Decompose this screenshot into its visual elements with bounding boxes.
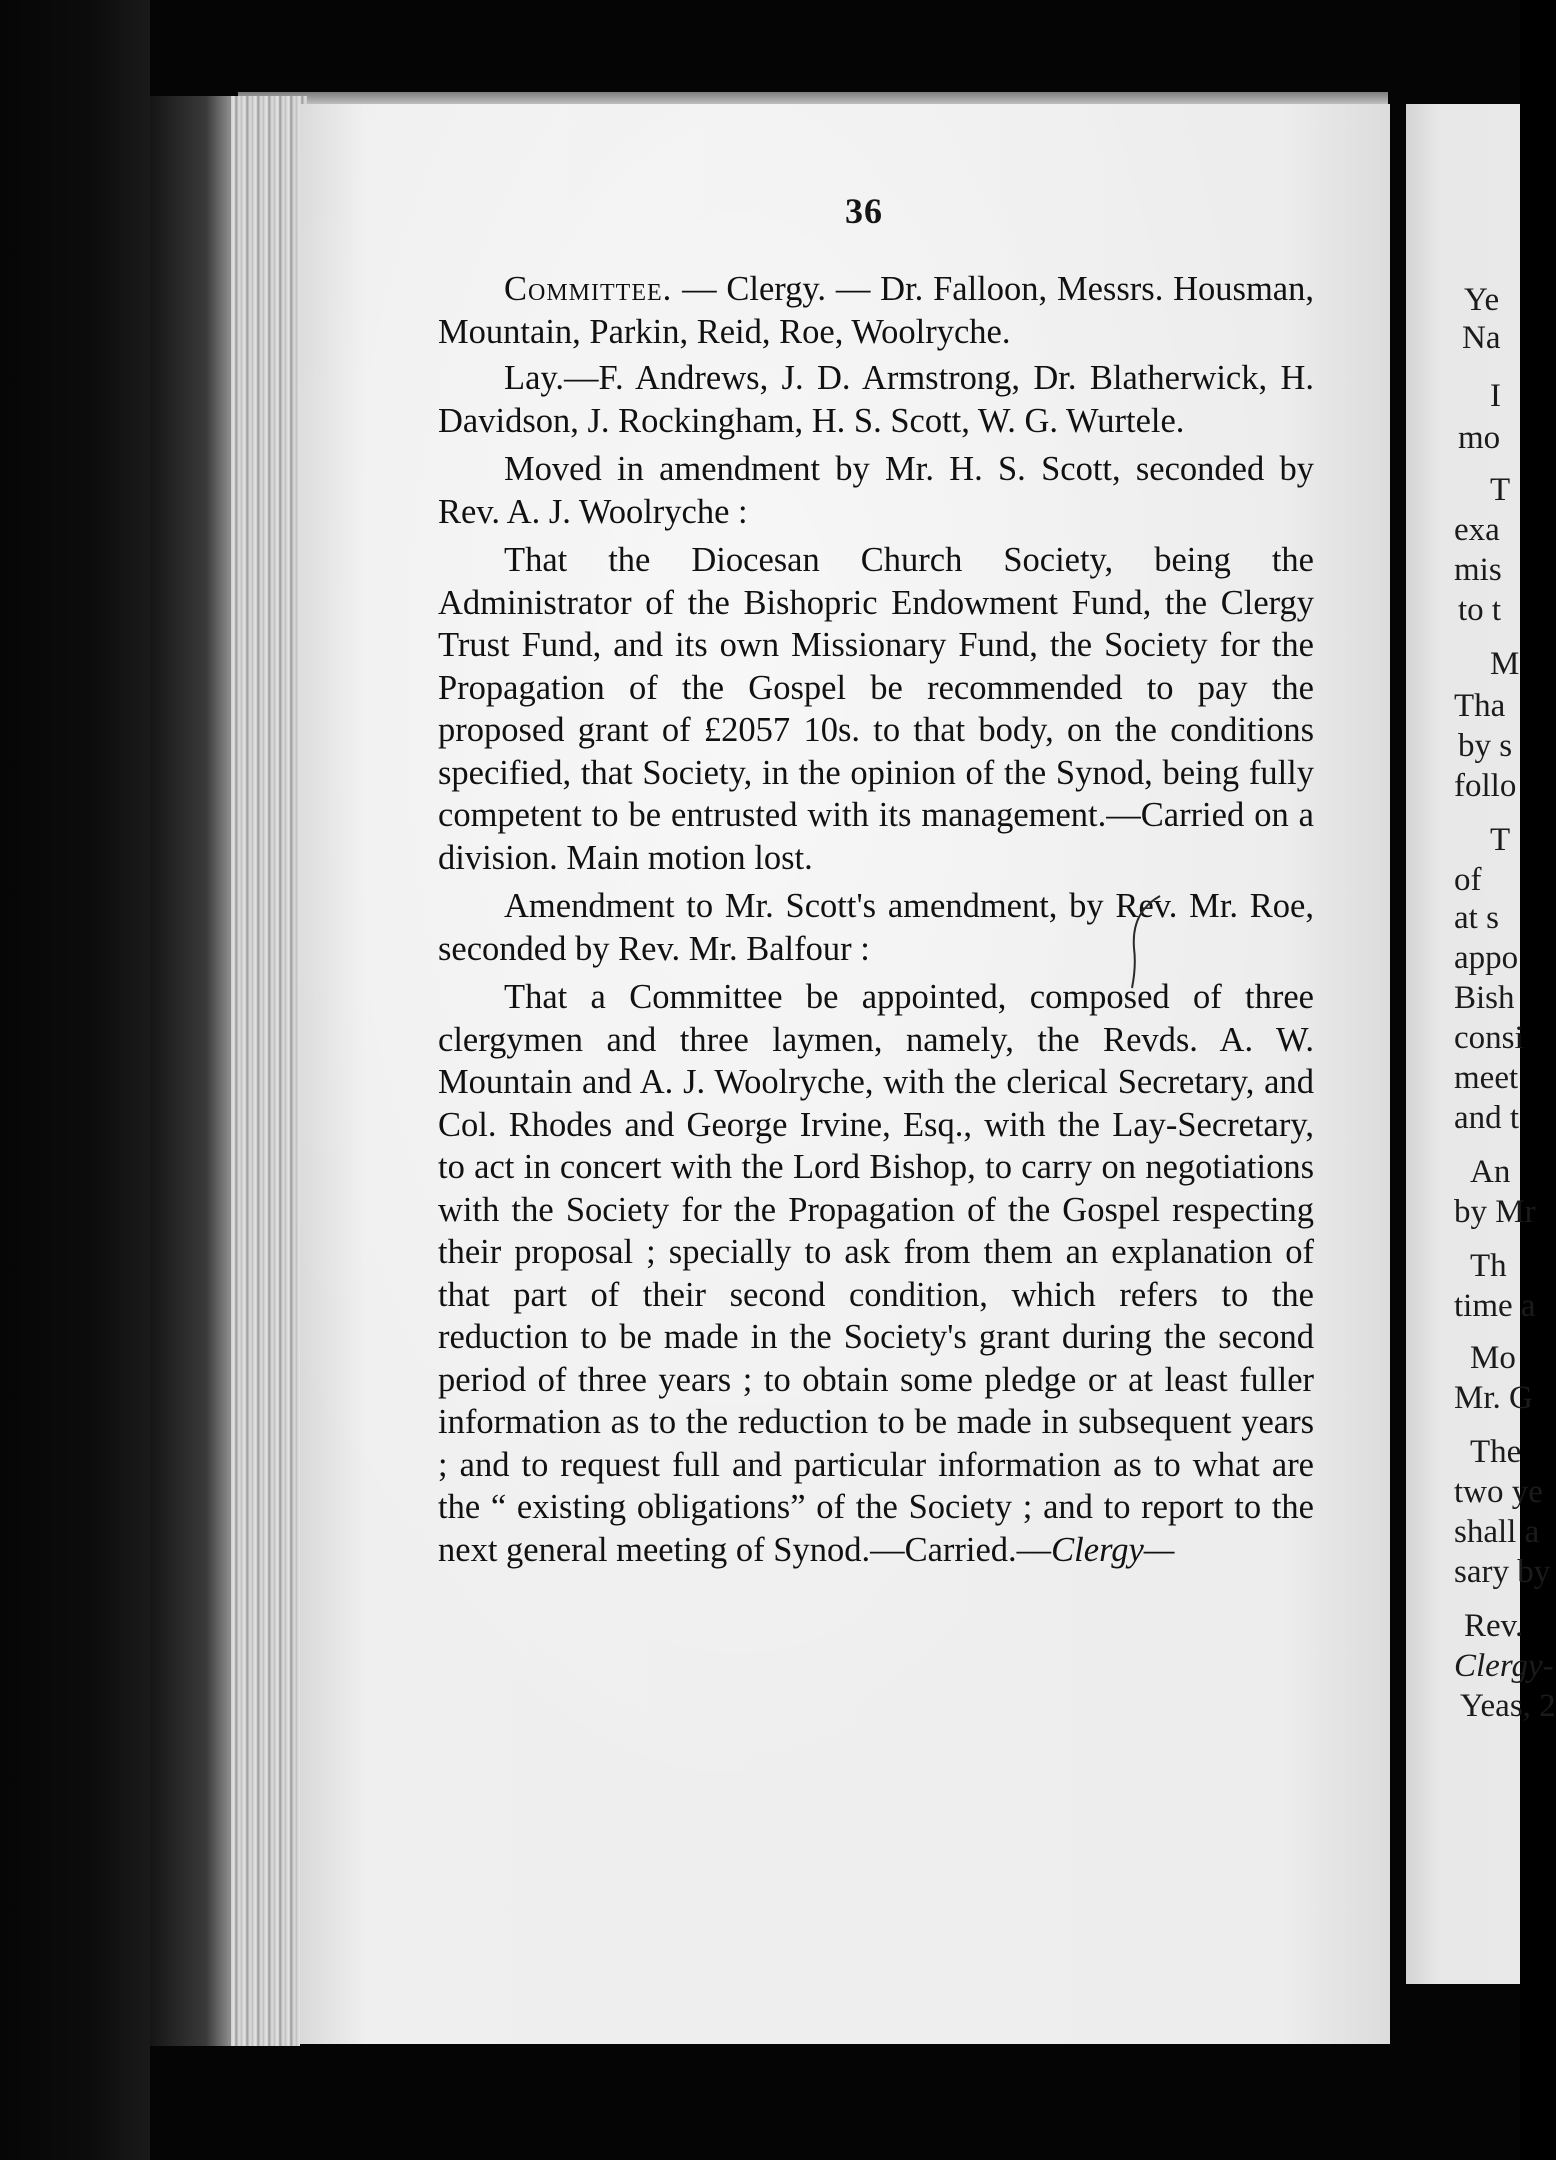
facing-page-fragment: at s (1454, 900, 1499, 936)
second-resolution-text: That a Committee be appointed, composed of three clergymen and three laymen, namely, the Revds. A. W. Mountain and A. J. Woolryche, with the clerical Secretary, and Col. Rhodes and George Irvine, Esq., with the Lay-Secretary, to act in concert with the Lord Bishop, to carry on negotiations with the Society for the Propagation of the Gospel respecting their proposal ; specially to ask from them an explanation of that part of their second condition, which refers to the reduction to be made in the Society's grant during the second period of three years ; to obtain some pledge or at least fuller information as to the reduction to be made in subsequent years ; and to request full and particular information as to what are the “ existing obligations” of the Society ; and to report to the next general meeting of Synod.—Carried.— (438, 978, 1314, 1569)
committee-heading: Committee. (504, 270, 673, 308)
facing-page-fragment: mo (1458, 420, 1501, 456)
facing-page-fragment: appo (1454, 940, 1519, 976)
facing-page-fragment: follo (1454, 768, 1517, 804)
facing-page-fragment: time a (1454, 1288, 1536, 1324)
facing-page-fragment: sary by (1454, 1554, 1551, 1590)
facing-page-fragment: Mr. G (1454, 1380, 1533, 1416)
facing-page-fragment: two ye (1454, 1474, 1543, 1510)
facing-page-fragment: An (1470, 1154, 1511, 1190)
facing-page-fragment: M (1490, 646, 1520, 682)
facing-page-fragment: Yeas, 2 (1460, 1688, 1556, 1724)
second-resolution-tail: Clergy— (1051, 1530, 1175, 1569)
facing-page-fragment: T (1490, 822, 1511, 858)
page-edges-stack (228, 96, 307, 2046)
facing-page-fragment: Na (1462, 320, 1501, 356)
facing-page-fragment: shall a (1454, 1514, 1540, 1550)
facing-page-fragment: of (1454, 862, 1482, 898)
facing-page-fragment: Tha (1454, 688, 1506, 724)
facing-page-fragment: mis (1454, 552, 1502, 588)
facing-page-fragment: The (1470, 1434, 1522, 1470)
facing-page-fragment: Mo (1470, 1340, 1516, 1376)
facing-page-fragment: exa (1454, 512, 1500, 548)
committee-members: — Clergy. — Dr. Falloon, Messrs. Housman, Mountain, Parkin, Reid, Roe, Woolryche. (438, 270, 1314, 351)
committee-paragraph (438, 268, 1314, 353)
facing-page-fragment: consi (1454, 1020, 1524, 1056)
moved-paragraph: Moved in amendment by Mr. H. S. Scott, seconded by Rev. A. J. Woolryche : (438, 450, 1314, 531)
facing-page-fragment: Clergy- (1454, 1648, 1554, 1684)
facing-page-fragment: T (1490, 472, 1511, 508)
facing-page-fragment: Ye (1464, 282, 1500, 318)
pencil-mark (1112, 892, 1172, 992)
facing-page-fragment: by Mr (1454, 1194, 1536, 1230)
facing-page-fragment: Th (1470, 1248, 1507, 1284)
book-binding (150, 96, 230, 2046)
facing-page-fragment: to t (1458, 592, 1502, 628)
facing-page-fragment: and t (1454, 1100, 1520, 1136)
amendment-paragraph: Amendment to Mr. Scott's amendment, by Rev. Mr. Roe, seconded by Rev. Mr. Balfour : (438, 887, 1314, 968)
page-body-text (438, 268, 1314, 1577)
scan-border-bottom (300, 2044, 1520, 2160)
page-fold (1392, 104, 1406, 2004)
scan-border-left (0, 0, 150, 2160)
first-resolution-paragraph: That the Diocesan Church Society, being the Administrator of the Bishopric Endowment Fund, the Clergy Trust Fund, and its own Missionary Fund, the Society for the Propagation of the Gospel be recommended to pay the proposed grant of £2057 10s. to that body, on the conditions specified, that Society, in the opinion of the Synod, being fully competent to be entrusted with its management.—Carried on a division. Main motion lost. (438, 541, 1314, 877)
facing-page-fragment: Bish (1454, 980, 1515, 1016)
lay-paragraph: Lay.—F. Andrews, J. D. Armstrong, Dr. Blatherwick, H. Davidson, J. Rockingham, H. S. Scott, W. G. Wurtele. (438, 359, 1314, 440)
page-number: 36 (845, 191, 883, 231)
facing-page-fragment: I (1490, 378, 1501, 414)
facing-page-fragment: by s (1458, 728, 1513, 764)
facing-page-fragment: meet (1454, 1060, 1519, 1096)
facing-page-fragment: Rev. (1464, 1608, 1524, 1644)
facing-page (1406, 104, 1556, 1984)
second-resolution-paragraph (438, 976, 1314, 1571)
